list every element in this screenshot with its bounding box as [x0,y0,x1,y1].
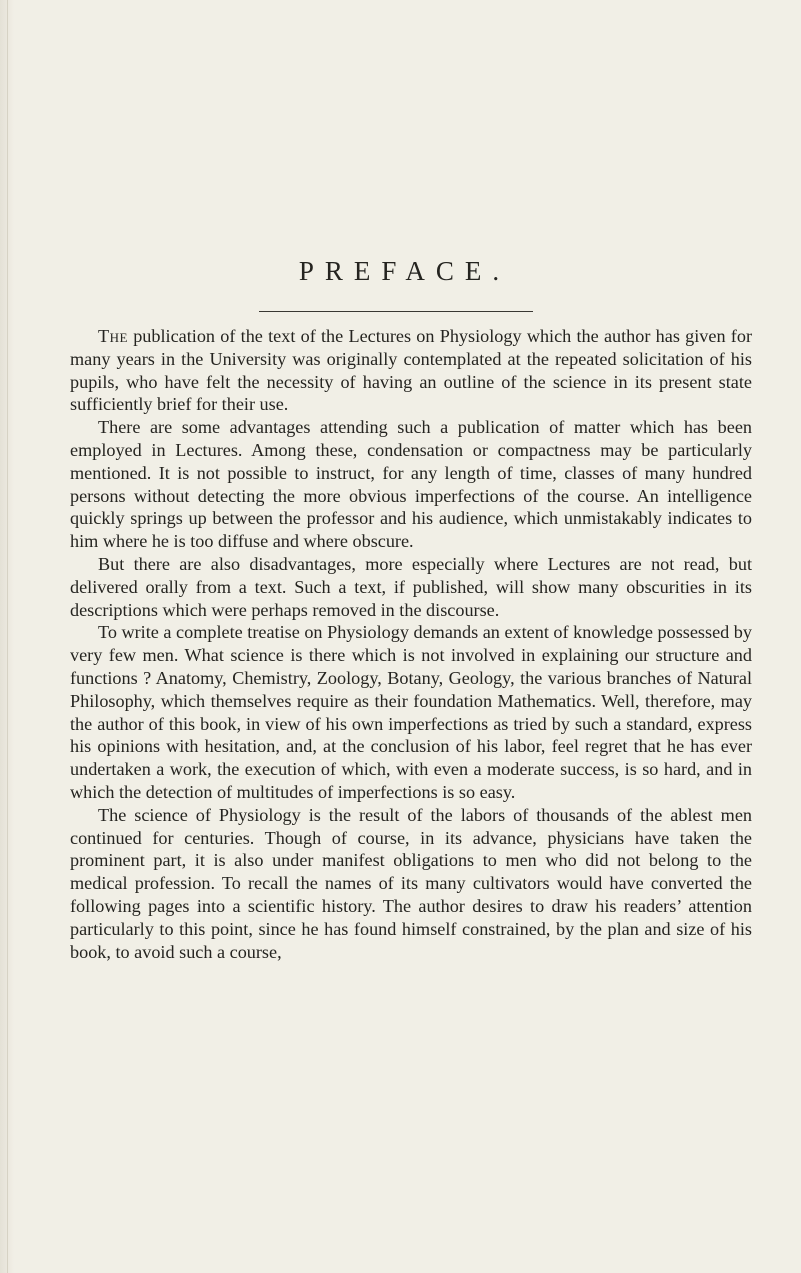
paragraph-3: But there are also disadvantages, more especially where Lectures are not read, but delivered orally from a text. Such a text, if published, will show many obscurities in its descriptions which were perhaps removed in the discourse. [70,553,752,620]
paragraph-2: There are some advantages attending such a publication of matter which has been employed in Lectures. Among these, condensation or compactness may be particularly mentioned. It is not possible to instruct, for any length of time, classes of many hundred persons without detecting the more obvious imperfections of the course. An intelligence quickly springs up between the professor and his audience, which unmistakably indicates to him where he is too diffuse and where obscure. [70,417,752,552]
paragraph-1 [70,325,752,416]
paragraph-1-lead: The [98,326,128,346]
page-title: PREFACE. [298,256,511,286]
preface-body [70,325,752,963]
title-rule [259,311,533,312]
paragraph-5: The science of Physiology is the result of the labors of thousands of the ablest men continued for centuries. Though of course, in its advance, physicians have taken the prominent part, it is also under manifest obligations to men who did not belong to the medical profession. To recall the names of its many cultivators would have converted the following pages into a scientific history. The author desires to draw his readers’ attention particularly to this point, since he has found himself constrained, by the plan and size of his book, to avoid such a course, [70,804,752,962]
paragraph-4: To write a complete treatise on Physiology demands an extent of knowledge possessed by very few men. What science is there which is not involved in explaining our structure and functions ? Anatomy, Chemistry, Zoology, Botany, Geology, the various branches of Natural Philosophy, which themselves require as their foundation Mathematics. Well, therefore, may the author of this book, in view of his own imperfections as tried by such a standard, express his opinions with hesitation, and, at the conclusion of his labor, feel regret that he has ever undertaken a work, the execution of which, with even a moderate success, is so hard, and in which the detection of multitudes of imperfections is so easy. [70,622,752,802]
paragraph-1-text: publication of the text of the Lectures on Physiology which the author has given for many years in the University was originally contemplated at the repeated solicitation of his pupils, who have felt the necessity of having an outline of the science in its present state sufficiently brief for their use. [70,326,752,415]
page-binding-edge [0,0,14,1273]
